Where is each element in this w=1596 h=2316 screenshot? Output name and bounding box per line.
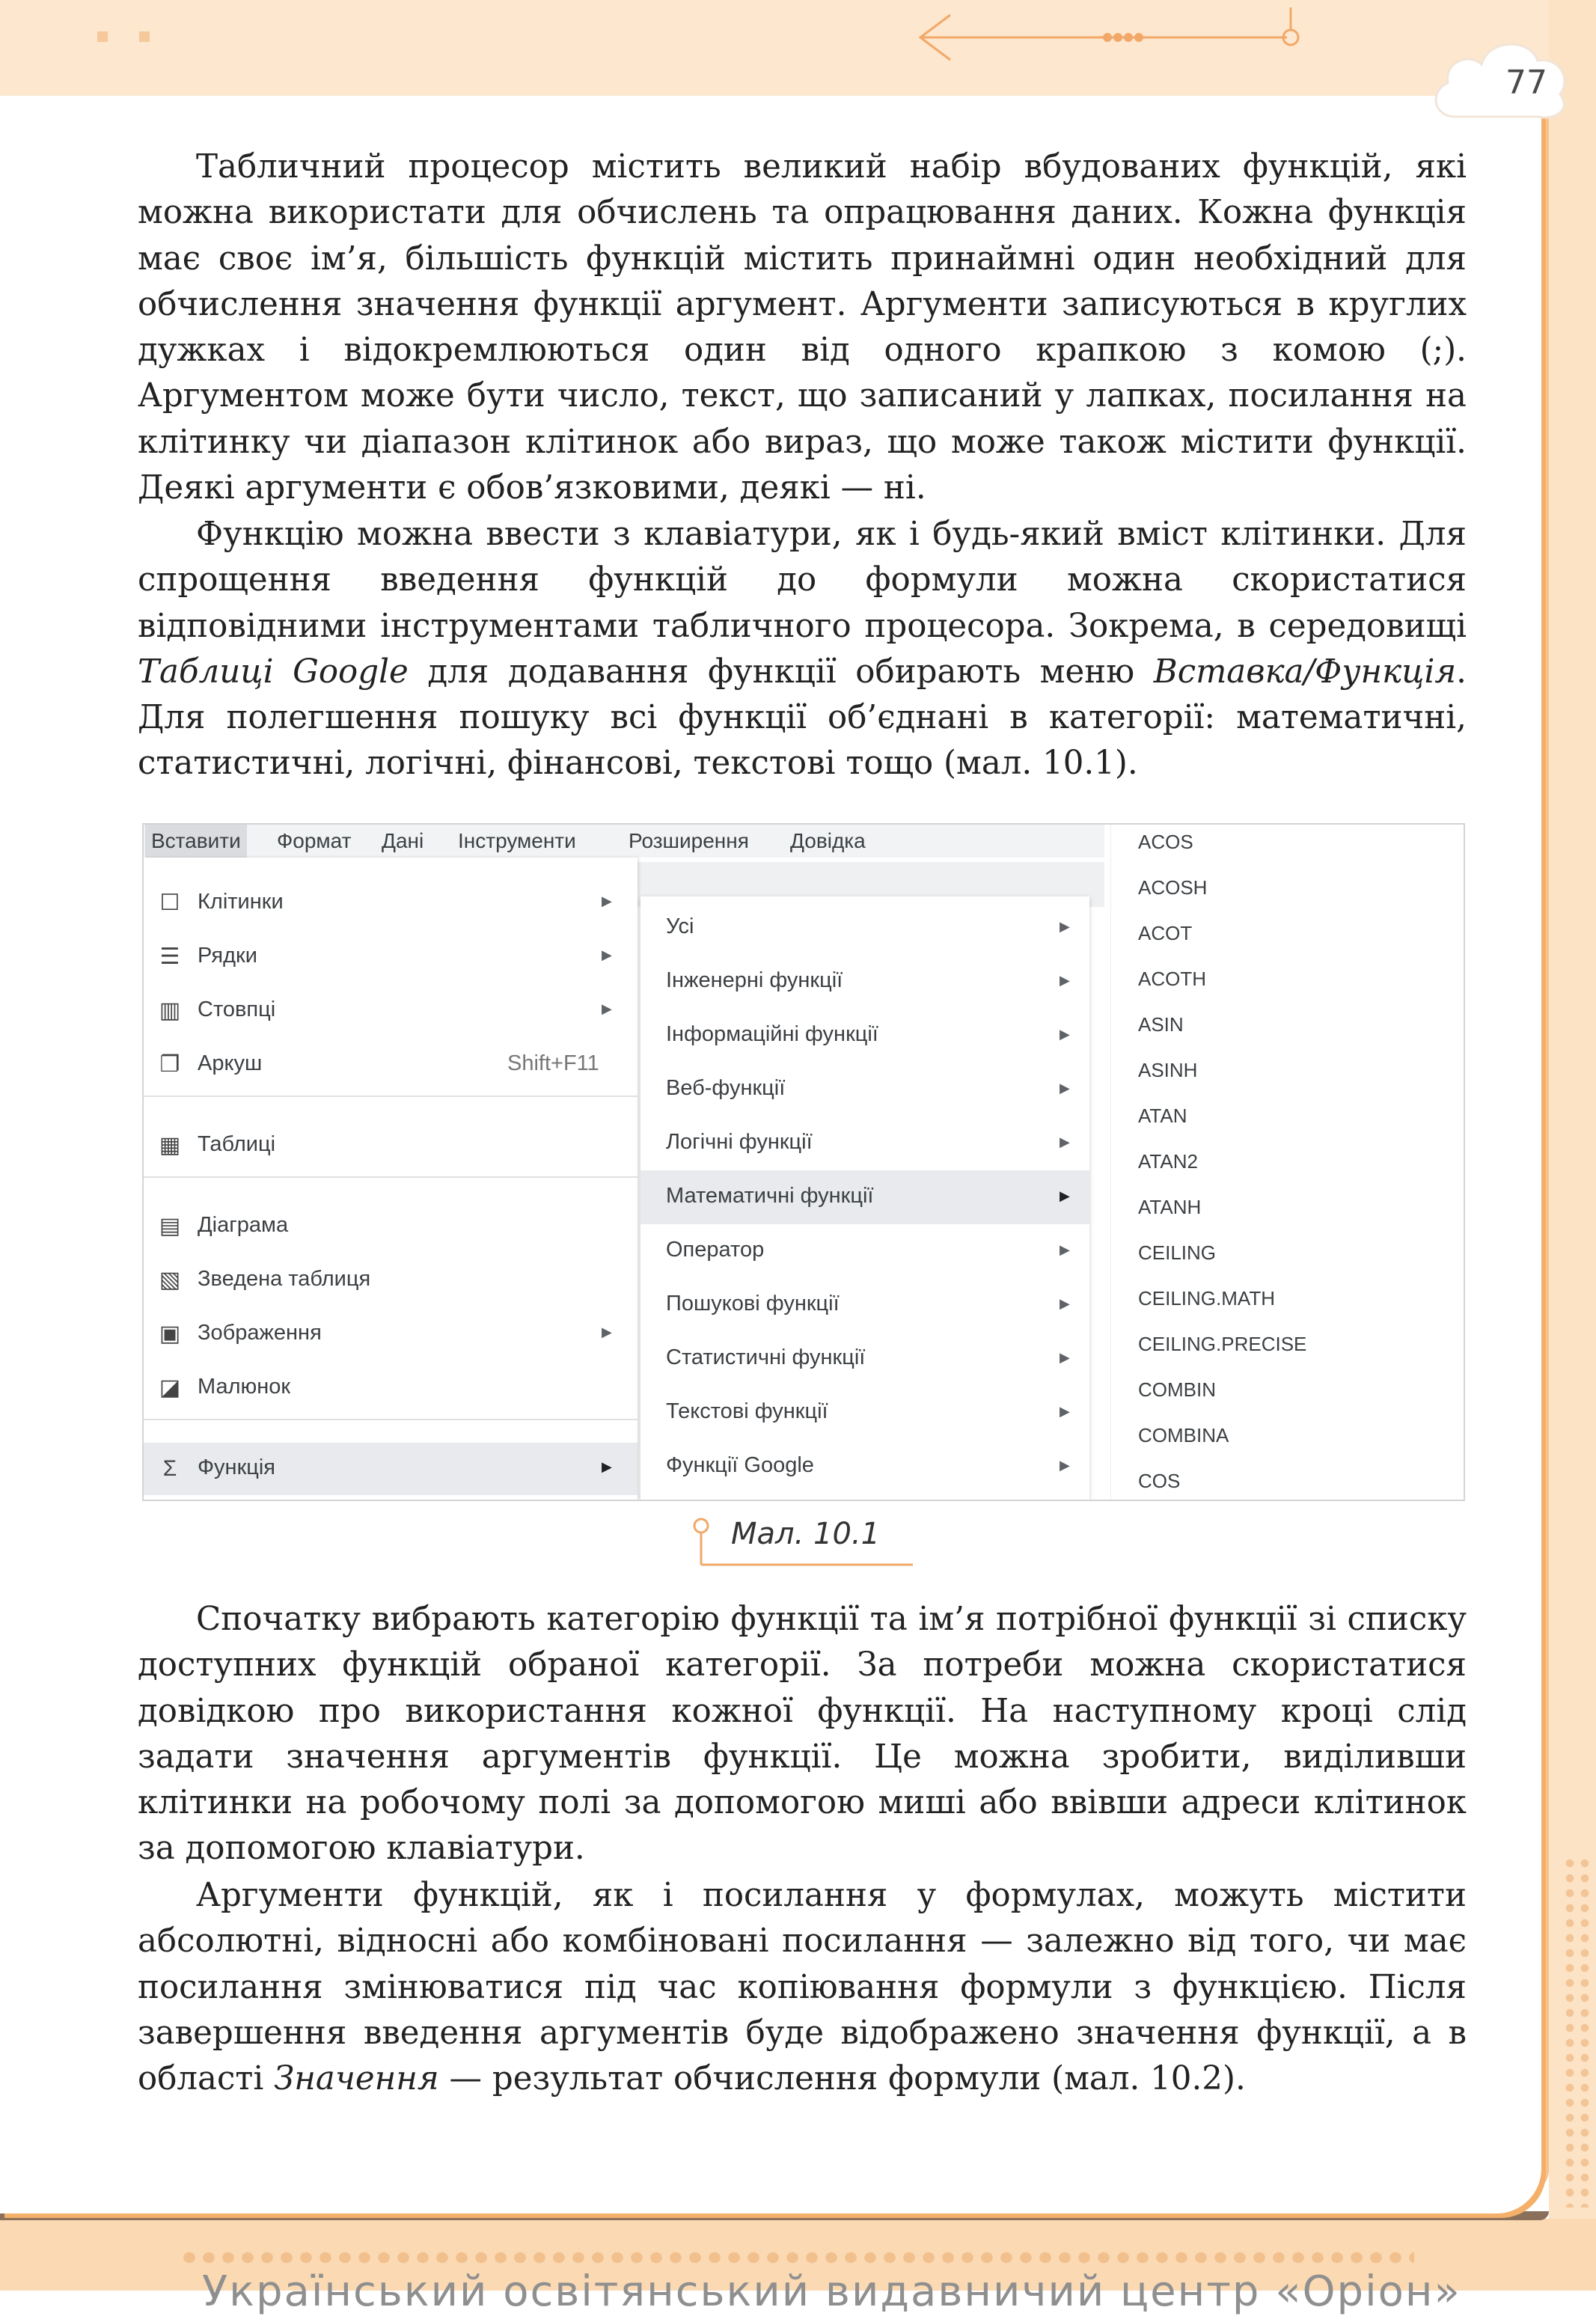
category-logical[interactable] (640, 1116, 1089, 1170)
category-label: Логічні функції (666, 1130, 813, 1154)
submenu-arrow-icon: ▶ (1060, 1458, 1070, 1473)
function-item[interactable]: ATAN (1138, 1104, 1187, 1127)
function-category-submenu (640, 896, 1089, 1500)
insert-menu-label: Рядки (198, 944, 257, 968)
category-label: Веб-функції (666, 1076, 786, 1100)
submenu-arrow-icon: ▶ (1060, 1027, 1070, 1042)
category-engineering[interactable] (640, 955, 1089, 1009)
insert-menu-item-function[interactable] (144, 1443, 638, 1495)
submenu-arrow-icon: ▶ (1060, 1242, 1070, 1257)
category-math[interactable] (640, 1170, 1089, 1224)
submenu-arrow-icon: ▶ (1060, 973, 1070, 988)
function-item[interactable]: ACOT (1138, 922, 1193, 944)
menu-separator (144, 1419, 638, 1420)
insert-menu-label: Діаграма (198, 1213, 289, 1237)
page-number: 77 (1505, 64, 1547, 102)
function-item[interactable]: COMBIN (1138, 1378, 1216, 1401)
function-item[interactable]: CEILING (1138, 1241, 1217, 1264)
menu-separator (144, 1096, 638, 1097)
insert-menu-label: Клітинки (198, 890, 284, 914)
function-item[interactable]: ACOTH (1138, 968, 1206, 990)
category-operator[interactable] (640, 1224, 1089, 1278)
insert-menu-label: Зведена таблиця (198, 1267, 371, 1291)
shortcut-label: Shift+F11 (507, 1051, 599, 1075)
function-item[interactable]: ASINH (1138, 1059, 1198, 1081)
submenu-arrow-icon: ▶ (602, 1001, 612, 1016)
category-label: Оператор (666, 1238, 765, 1262)
category-lookup[interactable] (640, 1278, 1089, 1332)
paragraph-2-text-b: для додавання функції обирають меню (408, 653, 1154, 691)
function-item[interactable]: COS (1138, 1470, 1181, 1492)
category-google[interactable] (640, 1440, 1089, 1494)
insert-menu-label: Стовпці (198, 997, 276, 1021)
paragraph-2 (138, 512, 1467, 787)
insert-menu-label: Зображення (198, 1321, 322, 1345)
category-text[interactable] (640, 1386, 1089, 1440)
table-icon: ▦ (159, 1133, 181, 1158)
category-statistical[interactable] (640, 1332, 1089, 1386)
function-item[interactable]: ASIN (1138, 1013, 1184, 1036)
category-label: Інженерні функції (666, 968, 843, 992)
paragraph-2-text-c: . Для полегшення пошуку всі функції об’єднані в категорії: математичні, статистичні, логічні, фінансові, текстові тощо (мал. 10.1). (138, 653, 1467, 783)
category-all[interactable] (640, 901, 1089, 955)
submenu-arrow-icon: ▶ (1060, 1296, 1070, 1311)
decorative-dot-grid (1562, 1856, 1592, 2207)
submenu-arrow-icon: ▶ (602, 1324, 612, 1339)
submenu-arrow-icon: ▶ (1060, 1081, 1070, 1096)
insert-menu-item-image[interactable] (144, 1308, 638, 1360)
function-item[interactable]: COMBINA (1138, 1424, 1229, 1446)
paragraph-4 (138, 1873, 1467, 2102)
insert-menu-label: Функція (198, 1455, 276, 1479)
paragraph-4-text-a: Аргументи функцій, як і посилання у формулах, можуть містити абсолютні, відносні або комбіновані посилання — залежно від того, чи має посилання змінюватися під час копіювання формули з функцією. Після завершення введення аргументів буде відображено значення функції, а в області (138, 1877, 1467, 2098)
rows-icon: ☰ (159, 944, 180, 969)
submenu-arrow-icon: ▶ (1060, 1134, 1070, 1149)
submenu-arrow-icon: ▶ (1060, 1188, 1070, 1203)
submenu-arrow-icon: ▶ (602, 1459, 612, 1474)
insert-menu-item-tables[interactable] (144, 1119, 638, 1172)
category-label: Функції Google (666, 1453, 814, 1477)
category-label: Текстові функції (666, 1399, 828, 1423)
paragraph-2-emphasis-insert-function: Вставка/Функція (1153, 653, 1457, 691)
category-info[interactable] (640, 1009, 1089, 1063)
decorative-arrow-icon (905, 7, 1309, 70)
menu-insert[interactable]: Вставити (145, 825, 247, 858)
image-icon: ▣ (159, 1322, 181, 1346)
insert-menu-item-rows[interactable] (144, 931, 638, 983)
paragraph-3: Спочатку вибрають категорію функції та ім’я потрібної функції зі списку доступних функцій обраної категорії. За потреби можна скористатися довідкою про використання кожної функції. На наступному кроці слід задати значення аргументів функції. Це можна зробити, виділивши клітинки на робочому полі за допомогою миші або ввівши адреси клітинок за допомогою клавіатури. (138, 1601, 1467, 1868)
function-item[interactable]: CEILING.MATH (1138, 1287, 1275, 1310)
category-label: Статистичні функції (666, 1345, 866, 1369)
top-decorative-band (0, 0, 1596, 97)
insert-menu-item-drawing[interactable] (144, 1362, 638, 1414)
sigma-icon: Σ (162, 1456, 177, 1481)
insert-menu-item-pivot-table[interactable] (144, 1254, 638, 1307)
function-item[interactable]: ATAN2 (1138, 1150, 1198, 1173)
chart-icon: ▤ (159, 1214, 181, 1238)
submenu-arrow-icon: ▶ (1060, 1404, 1070, 1419)
insert-menu-label: Малюнок (198, 1375, 291, 1399)
sheet-icon: ❐ (159, 1052, 180, 1077)
square-outline-icon: ☐ (159, 890, 180, 915)
menu-extensions[interactable]: Розширення (629, 829, 749, 852)
paragraph-2-text-a: Функцію можна ввести з клавіатури, як і будь-який вміст клітинки. Для спрощення введення функцій до формули можна скористатися відповідними інструментами табличного процесора. Зокрема, в середовищі (138, 516, 1467, 645)
submenu-arrow-icon: ▶ (1060, 919, 1070, 934)
insert-menu-item-chart[interactable] (144, 1200, 638, 1253)
pivot-table-icon: ▧ (159, 1268, 181, 1292)
paragraph-4-text-b: — результат обчислення формули (мал. 10.2). (438, 2060, 1246, 2098)
menu-tools[interactable]: Інструменти (458, 829, 576, 852)
paragraph-1: Табличний процесор містить великий набір вбудованих функцій, які можна використати для обчислень та опрацювання даних. Кожна функція має своє ім’я, більшість функцій містить принаймні один необхідний для обчислення значення функції аргумент. Аргументи записуються в круглих дужках і відокремлюються один від одного крапкою з комою (;). Аргументом може бути число, текст, що записаний у лапках, посилання на клітинку чи діапазон клітинок або вираз, що може також містити функції. Деякі аргументи є обов’язковими, деякі — ні. (138, 148, 1467, 507)
figure-google-sheets-insert-function (142, 823, 1465, 1501)
decorative-squares (97, 31, 157, 49)
decorative-dot-row (180, 2249, 1414, 2267)
submenu-arrow-icon: ▶ (602, 893, 612, 908)
function-list (1110, 825, 1464, 1500)
paragraph-2-emphasis-google-sheets: Таблиці Google (138, 653, 409, 691)
menu-help[interactable]: Довідка (790, 829, 866, 852)
function-item[interactable]: ACOS (1138, 831, 1193, 853)
insert-menu-label: Таблиці (198, 1132, 276, 1156)
insert-menu-item-sheet[interactable] (144, 1039, 638, 1091)
menu-separator (144, 1176, 638, 1178)
drawing-icon: ◪ (159, 1375, 181, 1400)
paragraph-4-emphasis-value: Значення (274, 2060, 439, 2098)
menu-data[interactable]: Дані (382, 829, 424, 852)
menu-format[interactable]: Формат (277, 829, 352, 852)
function-item[interactable]: ATANH (1138, 1196, 1202, 1218)
menubar (144, 825, 1104, 858)
category-label: Математичні функції (666, 1184, 874, 1208)
function-item[interactable]: ACOSH (1138, 876, 1208, 899)
function-item[interactable]: CEILING.PRECISE (1138, 1333, 1307, 1355)
category-web[interactable] (640, 1063, 1089, 1116)
insert-menu-item-columns[interactable] (144, 985, 638, 1037)
category-label: Усі (666, 914, 694, 938)
submenu-arrow-icon: ▶ (602, 947, 612, 962)
category-label: Пошукові функції (666, 1292, 840, 1316)
figure-caption (685, 1515, 924, 1568)
category-label: Інформаційні функції (666, 1022, 878, 1046)
columns-icon: ▥ (159, 998, 181, 1023)
submenu-arrow-icon: ▶ (1060, 1350, 1070, 1365)
insert-menu-label: Аркуш (198, 1051, 263, 1075)
publisher-footer: Український освітянський видавничий центр «Оріон» (202, 2267, 1461, 2316)
insert-menu-item-cells[interactable] (144, 877, 638, 929)
insert-menu (144, 858, 638, 1500)
caption-text: Мал. 10.1 (731, 1517, 881, 1551)
